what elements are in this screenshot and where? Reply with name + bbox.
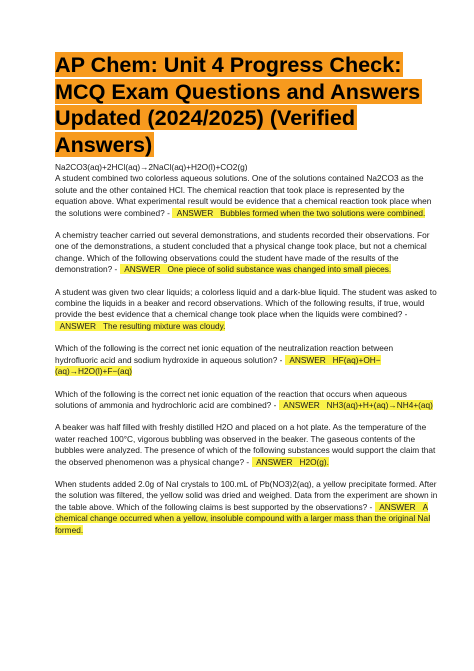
question-text: When students added 2.0g of NaI crystals to 100.mL of Pb(NO3)2(aq), a yellow precipitate formed. After the solution was filtered, the yellow solid was dried and weighed. Data from the experiment are shown in the table above. Which of the following claims is best supported by the observations? -	[55, 478, 438, 512]
answer-label: ANSWER	[283, 399, 320, 410]
qa-item	[55, 230, 438, 276]
answer-text: HF(aq)+OH−(aq)→H2O(l)+F−(aq)	[55, 354, 381, 377]
answer-highlight	[279, 400, 433, 410]
answer-text: A chemical change occurred when a yellow, insoluble compound with a larger mass than the original NaI formed.	[55, 501, 431, 535]
answer-text: NH3(aq)+H+(aq)→NH4+(aq)	[326, 399, 433, 410]
document-title	[55, 52, 438, 158]
equation-line: Na2CO3(aq)+2HCl(aq)→2NaCl(aq)+H2O(l)+CO2(g)	[55, 162, 248, 172]
answer-label: ANSWER	[379, 501, 416, 512]
question-text: Which of the following is the correct net ionic equation of the reaction that occurs when aqueous solutions of ammonia and hydrochloric acid are combined? -	[55, 388, 407, 410]
answer-text: Bubbles formed when the two solutions were combined.	[220, 207, 426, 218]
answer-label: ANSWER	[176, 207, 214, 218]
qa-item	[55, 162, 438, 219]
qa-item	[55, 389, 438, 412]
qa-item	[55, 422, 438, 468]
qa-item	[55, 479, 438, 536]
answer-highlight	[252, 457, 329, 467]
answer-highlight	[120, 264, 392, 274]
answer-highlight	[172, 208, 425, 218]
answer-label: ANSWER	[124, 264, 161, 275]
question-text: Na2CO3(aq)+2HCl(aq)→2NaCl(aq)+H2O(l)+CO2(g) A student combined two colorless aqueous solutions. One of the solutions contained Na2CO3 as the solute and the other contained HCl. The chemical reaction that took place is represented by the equation above. What experimental result would be evidence that a chemical reaction took place when the solutions were combined? -	[55, 162, 432, 218]
qa-list	[55, 162, 438, 536]
answer-label: ANSWER	[256, 456, 293, 467]
answer-highlight	[55, 321, 225, 331]
answer-text: One piece of solid substance was changed into small pieces.	[167, 264, 392, 275]
qa-item	[55, 343, 438, 377]
question-text: A student was given two clear liquids; a colorless liquid and a dark-blue liquid. The student was asked to combine the liquids in a beaker and record observations. Which of the following results, if true, would provide the best evidence that a chemical change took place when the liquids were combined? -	[55, 286, 437, 320]
answer-label: ANSWER	[289, 354, 326, 365]
answer-text: The resulting mixture was cloudy.	[102, 320, 226, 331]
question-text: A beaker was half filled with freshly distilled H2O and placed on a hot plate. As the temperature of the water reached 100°C, vigorous bubbling was observed in the beaker. The gaseous contents of the bubbles were analyzed. The presence of which of the following substances would support the claim that the observed phenomenon was a physical change? -	[55, 422, 436, 467]
qa-item	[55, 287, 438, 333]
title-highlight: AP Chem: Unit 4 Progress Check: MCQ Exam Questions and Answers Updated (2024/2025) (Verified Answers)	[55, 52, 421, 157]
question-text: Which of the following is the correct net ionic equation of the neutralization reaction between hydrofluoric acid and sodium hydroxide in aqueous solution? -	[55, 343, 394, 365]
question-text: A chemistry teacher carried out several demonstrations, and students recorded their observations. For one of the demonstrations, a student concluded that a physical change took place, but not a chemical change. Which of the following observations could the student have made of the results of the demonstration? -	[55, 230, 430, 275]
answer-label: ANSWER	[59, 320, 97, 331]
answer-text: H2O(g).	[299, 456, 329, 467]
